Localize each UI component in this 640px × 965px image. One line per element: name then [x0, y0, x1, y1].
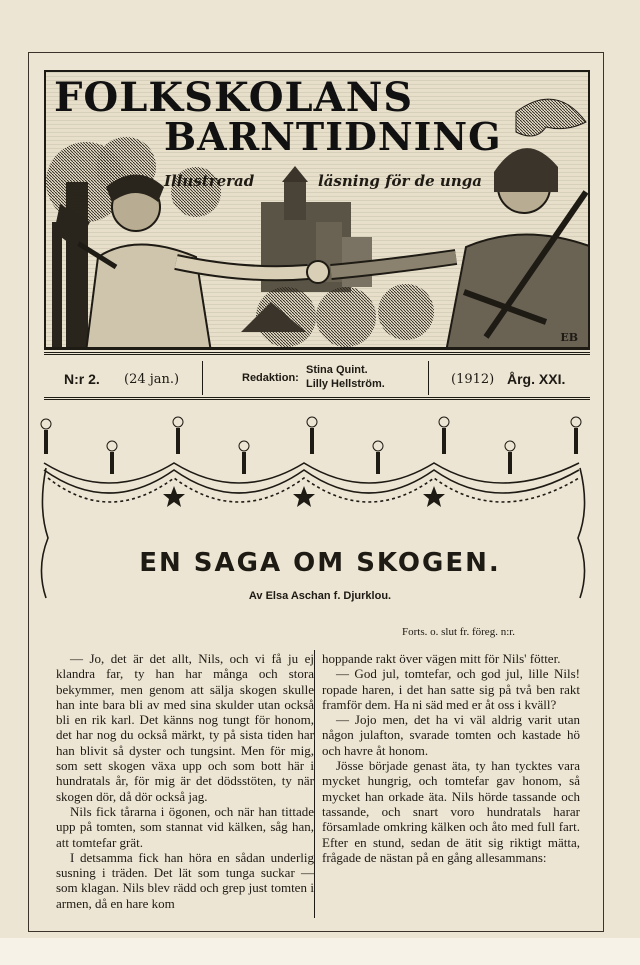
masthead-title-line1: FOLKSKOLANS [54, 74, 414, 121]
issue-number: N:r 2. [64, 371, 100, 387]
garland-ornament [34, 408, 594, 608]
article-column-left [56, 651, 314, 911]
article-byline: Av Elsa Aschan f. Djurklou. [248, 590, 392, 602]
info-divider [202, 361, 203, 395]
paragraph: Jösse började genast äta, ty han tycktes vara mycket hungrig, och tomtefar gav honom, så mycket han orkade äta. Nils hörde tassande och tassande, och snart voro hundratals harar församlade omkring kälken och åto med full fart. Efter en stund, sedan de ätit sig riktigt mätta, frågade de nästan på en gång allesammans: [322, 758, 580, 865]
masthead-illustration [44, 70, 590, 350]
editor-name: Stina Quint. [306, 364, 368, 376]
editorial-label: Redaktion: [242, 372, 299, 384]
column-divider [314, 650, 315, 918]
paragraph: — Jojo men, det ha vi väl aldrig varit utan någon julafton, svarade tomten och kastade hö och havre åt honom. [322, 712, 580, 758]
masthead-title-line2: BARNTIDNING [164, 114, 502, 159]
issue-year: (1912) [451, 372, 495, 387]
masthead-subtitle-a: Illustrerad [164, 172, 255, 190]
page-bottom-margin [0, 938, 640, 965]
paragraph: — Jo, det är det allt, Nils, och vi få ju ej klandra far, ty han har många och stora bekymmer, men genom att sälja skogen skulle han inte bara bli av med sina skulder utan också bli en rik karl. Det känns nog tungt för honom, det har nog du också märkt, ty på sista tiden har han blivit så dyster och tungsint. Men för mig, som sett skogen växa upp och som bott här i hundratals år, för mig är det dödsstöten, ty när skogen dör, då dör också jag. [56, 651, 314, 804]
paragraph: I detsamma fick han höra en sådan underlig susning i träden. Det lät som tunga suckar — som klagan. Nils blev rädd och grep just tomten i armen, då en hare kom [56, 849, 314, 911]
continuation-note: Forts. o. slut fr. föreg. n:r. [402, 626, 516, 638]
volume-number: Årg. XXI. [507, 371, 566, 387]
paragraph: Nils fick tårarna i ögonen, och när han tittade upp på tomten, som stannat vid kälken, såg han, att tomtefar grät. [56, 803, 314, 850]
paragraph: hoppande rakt över vägen mitt för Nils' fötter. [322, 651, 561, 666]
paragraph: — God jul, tomtefar, och god jul, lille Nils! ropade haren, i det han satte sig på två ben rakt framför dem. Ha ni säd med er åt oss i kväll? [322, 666, 580, 712]
issue-date: (24 jan.) [124, 372, 180, 387]
artist-signature: EB [560, 331, 578, 344]
issue-info-bar [44, 352, 590, 400]
article-column-right [322, 651, 580, 865]
masthead-subtitle-b: läsning för de unga [318, 172, 482, 190]
article-title: EN SAGA OM SKOGEN. [139, 548, 501, 578]
info-divider [428, 361, 429, 395]
editor-name: Lilly Hellström. [306, 378, 385, 390]
